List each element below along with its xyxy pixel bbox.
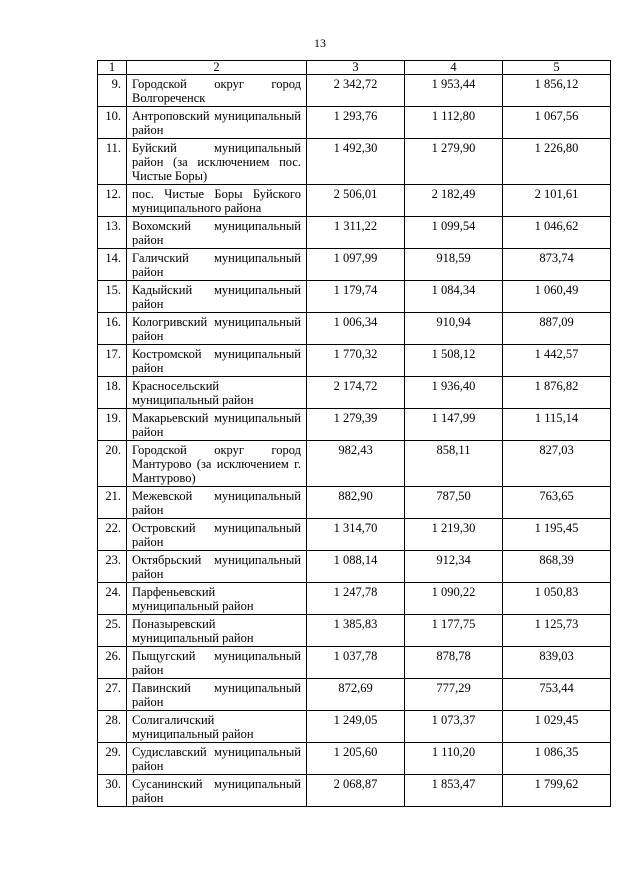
value-cell-col3: 2 342,72 — [307, 75, 405, 107]
value-cell-col4: 1 508,12 — [405, 345, 503, 377]
row-number-cell: 22. — [98, 519, 127, 551]
value-cell-col5: 2 101,61 — [503, 185, 611, 217]
row-number-cell: 17. — [98, 345, 127, 377]
municipality-name-cell: Кадыйский муниципальный район — [127, 281, 307, 313]
table-row — [98, 775, 611, 807]
table-row — [98, 377, 611, 409]
row-number-cell: 20. — [98, 441, 127, 487]
table-header-row — [98, 61, 611, 75]
municipality-name-cell: Поназыревский муниципальный район — [127, 615, 307, 647]
table-row — [98, 583, 611, 615]
value-cell-col5: 1 195,45 — [503, 519, 611, 551]
value-cell-col4: 777,29 — [405, 679, 503, 711]
row-number-cell: 16. — [98, 313, 127, 345]
value-cell-col5: 1 226,80 — [503, 139, 611, 185]
value-cell-col3: 1 006,34 — [307, 313, 405, 345]
value-cell-col3: 1 293,76 — [307, 107, 405, 139]
row-number-cell: 26. — [98, 647, 127, 679]
municipality-name-cell: Октябрьский муниципальный район — [127, 551, 307, 583]
value-cell-col4: 1 219,30 — [405, 519, 503, 551]
value-cell-col3: 872,69 — [307, 679, 405, 711]
table-row — [98, 313, 611, 345]
table-row — [98, 615, 611, 647]
value-cell-col3: 1 247,78 — [307, 583, 405, 615]
row-number-cell: 15. — [98, 281, 127, 313]
municipality-name-cell: Галичский муниципальный район — [127, 249, 307, 281]
value-cell-col3: 1 037,78 — [307, 647, 405, 679]
municipality-name-cell: пос. Чистые Боры Буйского муниципального района — [127, 185, 307, 217]
value-cell-col5: 753,44 — [503, 679, 611, 711]
value-cell-col5: 1 876,82 — [503, 377, 611, 409]
row-number-cell: 14. — [98, 249, 127, 281]
value-cell-col3: 1 097,99 — [307, 249, 405, 281]
value-cell-col4: 1 936,40 — [405, 377, 503, 409]
value-cell-col4: 910,94 — [405, 313, 503, 345]
value-cell-col3: 1 088,14 — [307, 551, 405, 583]
value-cell-col4: 1 073,37 — [405, 711, 503, 743]
value-cell-col4: 1 853,47 — [405, 775, 503, 807]
value-cell-col5: 1 125,73 — [503, 615, 611, 647]
row-number-cell: 30. — [98, 775, 127, 807]
value-cell-col3: 1 492,30 — [307, 139, 405, 185]
value-cell-col5: 1 029,45 — [503, 711, 611, 743]
value-cell-col5: 763,65 — [503, 487, 611, 519]
municipality-name-cell: Островский муниципальный район — [127, 519, 307, 551]
row-number-cell: 28. — [98, 711, 127, 743]
municipality-name-cell: Судиславский муниципальный район — [127, 743, 307, 775]
municipality-name-cell: Павинский муниципальный район — [127, 679, 307, 711]
municipality-name-cell: Сусанинский муниципальный район — [127, 775, 307, 807]
table-row — [98, 249, 611, 281]
table-row — [98, 345, 611, 377]
table-row — [98, 487, 611, 519]
row-number-cell: 23. — [98, 551, 127, 583]
value-cell-col5: 873,74 — [503, 249, 611, 281]
row-number-cell: 10. — [98, 107, 127, 139]
municipality-name-cell: Солигаличский муниципальный район — [127, 711, 307, 743]
value-cell-col3: 1 179,74 — [307, 281, 405, 313]
value-cell-col5: 1 799,62 — [503, 775, 611, 807]
municipality-name-cell: Парфеньевский муниципальный район — [127, 583, 307, 615]
municipality-name-cell: Городской округ город Волгореченск — [127, 75, 307, 107]
row-number-cell: 19. — [98, 409, 127, 441]
table-row — [98, 551, 611, 583]
value-cell-col4: 1 090,22 — [405, 583, 503, 615]
row-number-cell: 24. — [98, 583, 127, 615]
column-header: 4 — [405, 61, 503, 75]
table-row — [98, 409, 611, 441]
table-row — [98, 107, 611, 139]
value-cell-col4: 2 182,49 — [405, 185, 503, 217]
value-cell-col4: 1 953,44 — [405, 75, 503, 107]
municipality-name-cell: Межевской муниципальный район — [127, 487, 307, 519]
table-row — [98, 185, 611, 217]
tariff-table — [97, 60, 611, 807]
page-number: 13 — [314, 36, 326, 50]
value-cell-col3: 1 205,60 — [307, 743, 405, 775]
column-header: 3 — [307, 61, 405, 75]
value-cell-col3: 1 314,70 — [307, 519, 405, 551]
value-cell-col5: 1 856,12 — [503, 75, 611, 107]
value-cell-col4: 1 147,99 — [405, 409, 503, 441]
value-cell-col5: 827,03 — [503, 441, 611, 487]
value-cell-col4: 918,59 — [405, 249, 503, 281]
municipality-name-cell: Костромской муниципальный район — [127, 345, 307, 377]
value-cell-col5: 1 046,62 — [503, 217, 611, 249]
value-cell-col5: 1 115,14 — [503, 409, 611, 441]
column-header: 2 — [127, 61, 307, 75]
value-cell-col5: 1 050,83 — [503, 583, 611, 615]
value-cell-col3: 882,90 — [307, 487, 405, 519]
value-cell-col5: 868,39 — [503, 551, 611, 583]
value-cell-col5: 1 060,49 — [503, 281, 611, 313]
municipality-name-cell: Вохомский муниципальный район — [127, 217, 307, 249]
column-header: 1 — [98, 61, 127, 75]
municipality-name-cell: Макарьевский муниципальный район — [127, 409, 307, 441]
table-row — [98, 217, 611, 249]
value-cell-col4: 1 084,34 — [405, 281, 503, 313]
value-cell-col5: 839,03 — [503, 647, 611, 679]
table-row — [98, 281, 611, 313]
value-cell-col5: 887,09 — [503, 313, 611, 345]
value-cell-col5: 1 067,56 — [503, 107, 611, 139]
row-number-cell: 18. — [98, 377, 127, 409]
value-cell-col4: 787,50 — [405, 487, 503, 519]
value-cell-col4: 878,78 — [405, 647, 503, 679]
row-number-cell: 11. — [98, 139, 127, 185]
table-row — [98, 711, 611, 743]
municipality-name-cell: Красносельский муниципальный район — [127, 377, 307, 409]
table-row — [98, 139, 611, 185]
table-row — [98, 647, 611, 679]
value-cell-col3: 1 249,05 — [307, 711, 405, 743]
value-cell-col4: 912,34 — [405, 551, 503, 583]
table-row — [98, 441, 611, 487]
table-row — [98, 743, 611, 775]
municipality-name-cell: Городской округ город Мантурово (за исключением г. Мантурово) — [127, 441, 307, 487]
row-number-cell: 9. — [98, 75, 127, 107]
table-row — [98, 519, 611, 551]
municipality-name-cell: Антроповский муниципальный район — [127, 107, 307, 139]
value-cell-col4: 1 099,54 — [405, 217, 503, 249]
value-cell-col3: 1 311,22 — [307, 217, 405, 249]
municipality-name-cell: Пыщугский муниципальный район — [127, 647, 307, 679]
value-cell-col3: 2 506,01 — [307, 185, 405, 217]
value-cell-col4: 858,11 — [405, 441, 503, 487]
value-cell-col3: 1 385,83 — [307, 615, 405, 647]
row-number-cell: 13. — [98, 217, 127, 249]
value-cell-col4: 1 177,75 — [405, 615, 503, 647]
value-cell-col5: 1 442,57 — [503, 345, 611, 377]
table-body — [98, 61, 611, 807]
row-number-cell: 25. — [98, 615, 127, 647]
table-row — [98, 679, 611, 711]
value-cell-col5: 1 086,35 — [503, 743, 611, 775]
row-number-cell: 27. — [98, 679, 127, 711]
value-cell-col3: 1 279,39 — [307, 409, 405, 441]
row-number-cell: 21. — [98, 487, 127, 519]
value-cell-col4: 1 279,90 — [405, 139, 503, 185]
row-number-cell: 29. — [98, 743, 127, 775]
value-cell-col3: 1 770,32 — [307, 345, 405, 377]
municipality-name-cell: Кологривский муниципальный район — [127, 313, 307, 345]
table-row — [98, 75, 611, 107]
column-header: 5 — [503, 61, 611, 75]
value-cell-col3: 2 068,87 — [307, 775, 405, 807]
value-cell-col3: 982,43 — [307, 441, 405, 487]
row-number-cell: 12. — [98, 185, 127, 217]
municipality-name-cell: Буйский муниципальный район (за исключением пос. Чистые Боры) — [127, 139, 307, 185]
value-cell-col4: 1 110,20 — [405, 743, 503, 775]
value-cell-col4: 1 112,80 — [405, 107, 503, 139]
value-cell-col3: 2 174,72 — [307, 377, 405, 409]
